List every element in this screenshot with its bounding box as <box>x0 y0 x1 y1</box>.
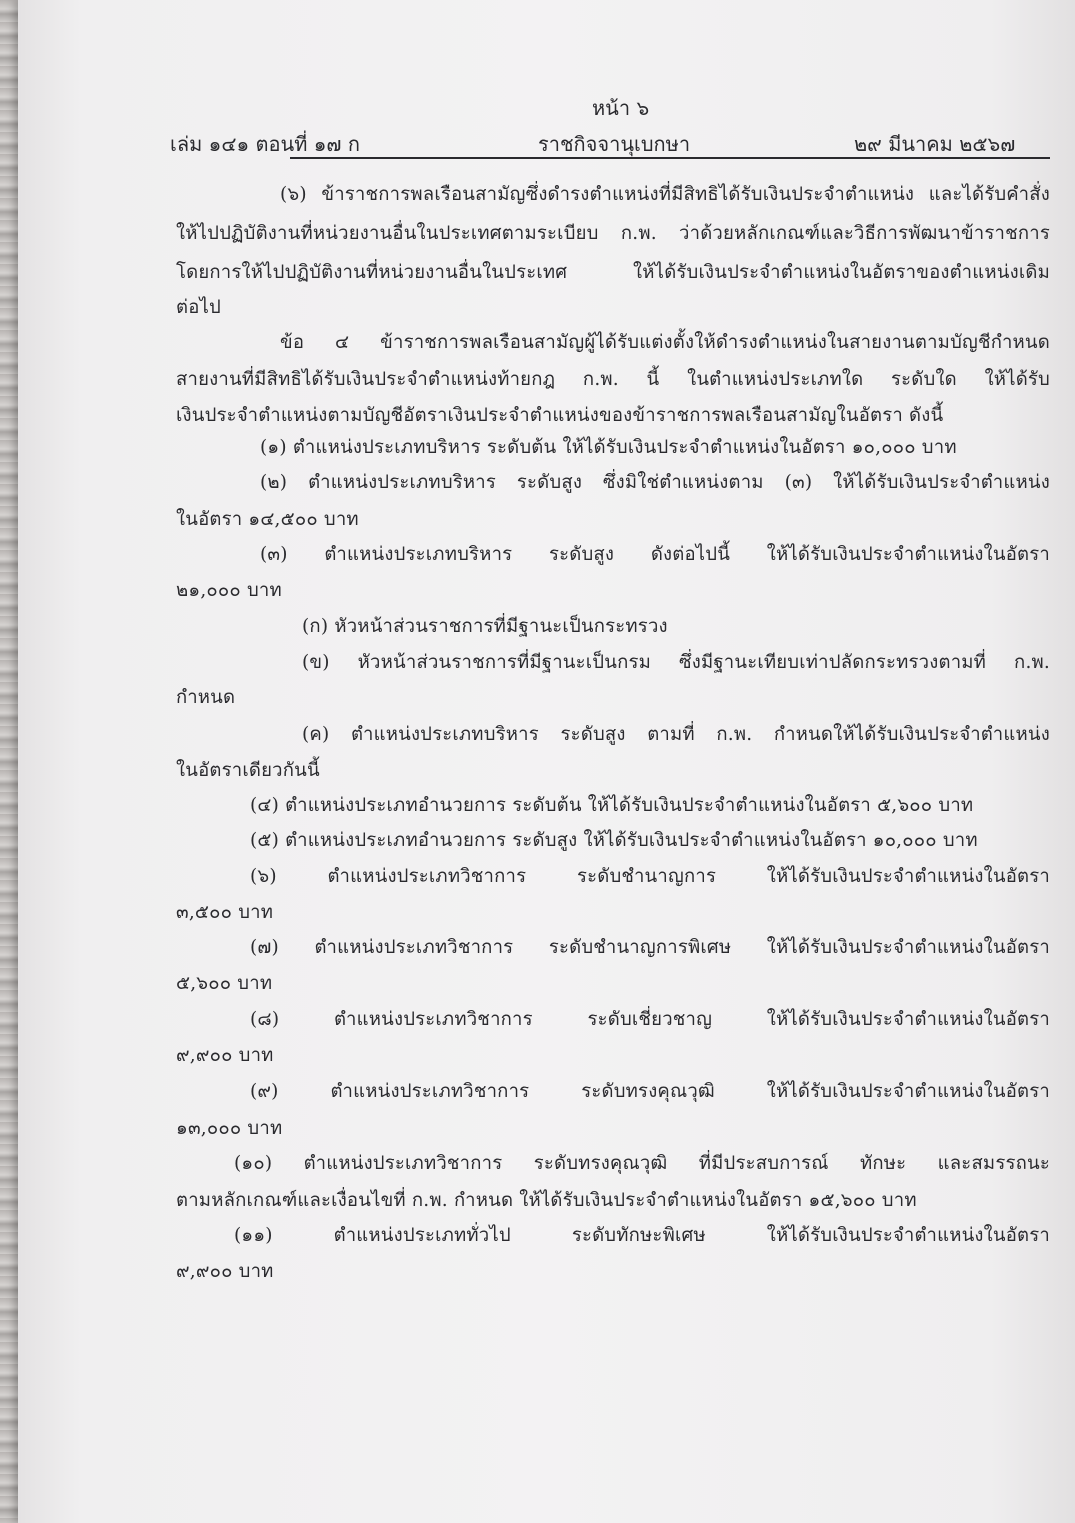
item-line: ๓,๕๐๐ บาท <box>176 902 274 923</box>
clause-line: สายงานที่มีสิทธิได้รับเงินประจำตำแหน่งท้ายกฎ ก.พ. นี้ ในตำแหน่งประเภทใด ระดับใด ให้ได้รับ <box>176 369 1050 390</box>
item-line: (๓) ตำแหน่งประเภทบริหาร ระดับสูง ดังต่อไปนี้ ให้ได้รับเงินประจำตำแหน่งในอัตรา <box>260 544 1050 565</box>
item-line: (๒) ตำแหน่งประเภทบริหาร ระดับสูง ซึ่งมิใช่ตำแหน่งตาม (๓) ให้ได้รับเงินประจำตำแหน่ง <box>260 472 1050 493</box>
item-line: (๑๑) ตำแหน่งประเภททั่วไป ระดับทักษะพิเศษ ให้ได้รับเงินประจำตำแหน่งในอัตรา <box>234 1225 1050 1246</box>
volume-issue: เล่ม ๑๔๑ ตอนที่ ๑๗ ก <box>170 132 360 156</box>
item-line: (๔) ตำแหน่งประเภทอำนวยการ ระดับต้น ให้ได้รับเงินประจำตำแหน่งในอัตรา ๕,๖๐๐ บาท <box>250 795 974 816</box>
subitem-line: (ข) หัวหน้าส่วนราชการที่มีฐานะเป็นกรม ซึ่งมีฐานะเทียบเท่าปลัดกระทรวงตามที่ ก.พ. <box>302 652 1050 673</box>
subitem-line: (ก) หัวหน้าส่วนราชการที่มีฐานะเป็นกระทรวง <box>302 616 668 637</box>
page-number: หน้า ๖ <box>592 96 650 120</box>
item-line: (๑) ตำแหน่งประเภทบริหาร ระดับต้น ให้ได้รับเงินประจำตำแหน่งในอัตรา ๑๐,๐๐๐ บาท <box>260 437 957 458</box>
document-page <box>18 0 1075 1523</box>
item-line: (๕) ตำแหน่งประเภทอำนวยการ ระดับสูง ให้ได้รับเงินประจำตำแหน่งในอัตรา ๑๐,๐๐๐ บาท <box>250 830 978 851</box>
item-line: ตามหลักเกณฑ์และเงื่อนไขที่ ก.พ. กำหนด ให้ได้รับเงินประจำตำแหน่งในอัตรา ๑๕,๖๐๐ บาท <box>176 1190 917 1211</box>
paragraph-line: ให้ไปปฏิบัติงานที่หน่วยงานอื่นในประเทศตามระเบียบ ก.พ. ว่าด้วยหลักเกณฑ์และวิธีการพัฒนาข้าราชการ <box>176 223 1050 244</box>
item-line: (๙) ตำแหน่งประเภทวิชาการ ระดับทรงคุณวุฒิ ให้ได้รับเงินประจำตำแหน่งในอัตรา <box>250 1081 1050 1102</box>
item-line: (๗) ตำแหน่งประเภทวิชาการ ระดับชำนาญการพิเศษ ให้ได้รับเงินประจำตำแหน่งในอัตรา <box>250 937 1050 958</box>
item-line: (๖) ตำแหน่งประเภทวิชาการ ระดับชำนาญการ ให้ได้รับเงินประจำตำแหน่งในอัตรา <box>250 866 1050 887</box>
paragraph-line: โดยการให้ไปปฏิบัติงานที่หน่วยงานอื่นในประเทศ ให้ได้รับเงินประจำตำแหน่งในอัตราของตำแหน่งเดิม <box>176 262 1050 283</box>
paragraph-line: (๖) ข้าราชการพลเรือนสามัญซึ่งดำรงตำแหน่งที่มีสิทธิได้รับเงินประจำตำแหน่ง และได้รับคำสั่ง <box>280 184 1050 205</box>
clause-line: เงินประจำตำแหน่งตามบัญชีอัตราเงินประจำตำแหน่งของข้าราชการพลเรือนสามัญในอัตรา ดังนี้ <box>176 405 944 426</box>
publication-name: ราชกิจจานุเบกษา <box>538 132 691 156</box>
subitem-line: (ค) ตำแหน่งประเภทบริหาร ระดับสูง ตามที่ ก.พ. กำหนดให้ได้รับเงินประจำตำแหน่ง <box>302 724 1050 745</box>
item-line: ในอัตรา ๑๔,๕๐๐ บาท <box>176 509 359 530</box>
paragraph-line: ต่อไป <box>176 297 221 318</box>
clause-line: ข้อ ๔ ข้าราชการพลเรือนสามัญผู้ได้รับแต่งตั้งให้ดำรงตำแหน่งในสายงานตามบัญชีกำหนด <box>280 332 1050 353</box>
item-line: (๘) ตำแหน่งประเภทวิชาการ ระดับเชี่ยวชาญ ให้ได้รับเงินประจำตำแหน่งในอัตรา <box>250 1009 1050 1030</box>
page-edge-shadow <box>0 0 18 1523</box>
item-line: ๑๓,๐๐๐ บาท <box>176 1118 283 1139</box>
item-line: ๙,๙๐๐ บาท <box>176 1045 274 1066</box>
header-rule <box>290 157 1050 159</box>
subitem-line: ในอัตราเดียวกันนี้ <box>176 760 320 781</box>
item-line: (๑๐) ตำแหน่งประเภทวิชาการ ระดับทรงคุณวุฒิ ที่มีประสบการณ์ ทักษะ และสมรรถนะ <box>234 1153 1050 1174</box>
subitem-line: กำหนด <box>176 687 236 708</box>
item-line: ๕,๖๐๐ บาท <box>176 973 273 994</box>
item-line: ๙,๙๐๐ บาท <box>176 1261 274 1282</box>
publication-date: ๒๙ มีนาคม ๒๕๖๗ <box>854 132 1016 156</box>
item-line: ๒๑,๐๐๐ บาท <box>176 580 282 601</box>
